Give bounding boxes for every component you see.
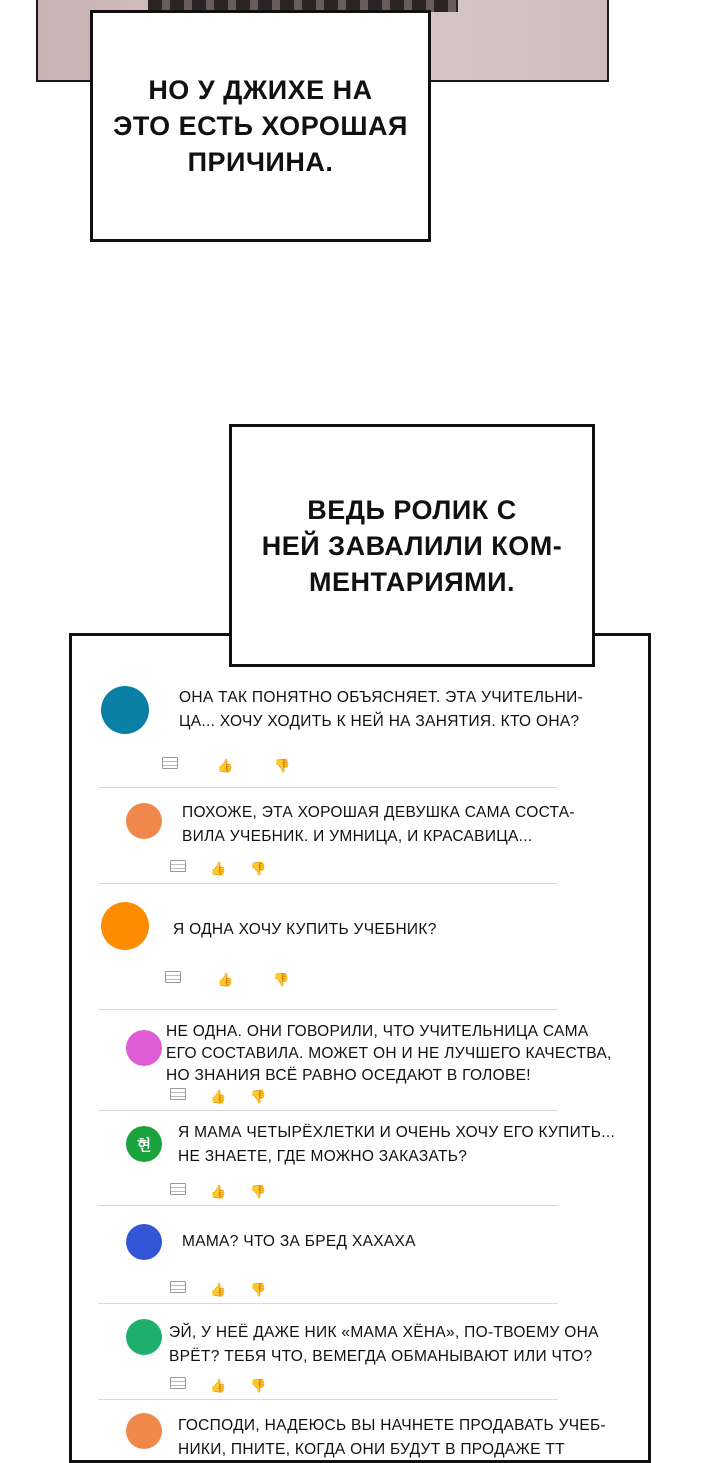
avatar[interactable] bbox=[126, 1030, 162, 1066]
caption-text-top: НО У ДЖИХЕ НА ЭТО ЕСТЬ ХОРОШАЯ ПРИЧИНА. bbox=[113, 75, 408, 177]
divider bbox=[98, 787, 558, 788]
comments-panel bbox=[69, 633, 651, 1463]
comment-actions bbox=[162, 757, 302, 775]
avatar[interactable] bbox=[126, 803, 162, 839]
reply-icon[interactable] bbox=[170, 1377, 186, 1389]
divider bbox=[98, 1110, 558, 1111]
caption-box-top bbox=[90, 10, 431, 242]
comment-actions bbox=[170, 860, 270, 878]
comment-actions bbox=[170, 1281, 270, 1299]
thumbs-up-icon[interactable]: 👍 bbox=[210, 1184, 227, 1199]
reply-icon[interactable] bbox=[170, 860, 186, 872]
comment-actions bbox=[170, 1183, 270, 1201]
avatar[interactable] bbox=[126, 1224, 162, 1260]
caption-box-middle bbox=[229, 424, 595, 667]
divider bbox=[98, 1205, 558, 1206]
caption-text-middle: ВЕДЬ РОЛИК С НЕЙ ЗАВАЛИЛИ КОМ- МЕНТАРИЯМИ. bbox=[261, 494, 563, 597]
thumbs-down-icon[interactable]: 👎 bbox=[250, 1378, 267, 1393]
thumbs-up-icon[interactable]: 👍 bbox=[217, 972, 234, 987]
avatar[interactable] bbox=[101, 686, 149, 734]
thumbs-up-icon[interactable]: 👍 bbox=[217, 758, 234, 773]
reply-icon[interactable] bbox=[162, 757, 178, 769]
comment-text: Я ОДНА ХОЧУ КУПИТЬ УЧЕБНИК? bbox=[173, 921, 437, 938]
comment-text: ОНА ТАК ПОНЯТНО ОБЪЯСНЯЕТ. ЭТА УЧИТЕЛЬНИ- ЦА... ХОЧУ ХОДИТЬ К НЕЙ НА ЗАНЯТИЯ. КТО ОНА? bbox=[179, 689, 584, 730]
comment-actions bbox=[165, 971, 305, 989]
divider bbox=[98, 1399, 558, 1400]
thumbs-down-icon[interactable]: 👎 bbox=[250, 861, 267, 876]
reply-icon[interactable] bbox=[170, 1183, 186, 1195]
thumbs-up-icon[interactable]: 👍 bbox=[210, 1378, 227, 1393]
reply-icon[interactable] bbox=[170, 1281, 186, 1293]
thumbs-down-icon[interactable]: 👎 bbox=[250, 1089, 267, 1104]
comment-text: ГОСПОДИ, НАДЕЮСЬ ВЫ НАЧНЕТЕ ПРОДАВАТЬ УЧЕБ- НИКИ, ПНИТЕ, КОГДА ОНИ БУДУТ В ПРОДАЖЕ ТТ bbox=[178, 1417, 606, 1458]
avatar[interactable] bbox=[101, 902, 149, 950]
divider bbox=[98, 1009, 558, 1010]
divider bbox=[98, 883, 558, 884]
comment-text: ПОХОЖЕ, ЭТА ХОРОШАЯ ДЕВУШКА САМА СОСТА- ВИЛА УЧЕБНИК. И УМНИЦА, И КРАСАВИЦА... bbox=[182, 804, 575, 845]
thumbs-down-icon[interactable]: 👎 bbox=[273, 972, 290, 987]
comment-text: МАМА? ЧТО ЗА БРЕД ХАХАХА bbox=[182, 1233, 416, 1250]
thumbs-down-icon[interactable]: 👎 bbox=[250, 1282, 267, 1297]
comment-text: НЕ ОДНА. ОНИ ГОВОРИЛИ, ЧТО УЧИТЕЛЬНИЦА САМА ЕГО СОСТАВИЛА. МОЖЕТ ОН И НЕ ЛУЧШЕГО КАЧЕСТВА, НО ЗНАНИЯ ВСЁ РАВНО ОСЕДАЮТ В ГОЛОВЕ! bbox=[166, 1023, 612, 1084]
avatar[interactable] bbox=[126, 1413, 162, 1449]
comment-text: ЭЙ, У НЕЁ ДАЖЕ НИК «МАМА ХЁНА», ПО-ТВОЕМУ ОНА ВРЁТ? ТЕБЯ ЧТО, ВЕМЕГДА ОБМАНЫВАЮТ ИЛИ ЧТО? bbox=[169, 1324, 599, 1365]
thumbs-down-icon[interactable]: 👎 bbox=[274, 758, 291, 773]
comment-actions bbox=[170, 1088, 270, 1106]
reply-icon[interactable] bbox=[165, 971, 181, 983]
thumbs-up-icon[interactable]: 👍 bbox=[210, 1089, 227, 1104]
thumbs-up-icon[interactable]: 👍 bbox=[210, 1282, 227, 1297]
reply-icon[interactable] bbox=[170, 1088, 186, 1100]
comment-text: Я МАМА ЧЕТЫРЁХЛЕТКИ И ОЧЕНЬ ХОЧУ ЕГО КУПИТЬ... НЕ ЗНАЕТЕ, ГДЕ МОЖНО ЗАКАЗАТЬ? bbox=[178, 1124, 616, 1165]
thumbs-up-icon[interactable]: 👍 bbox=[210, 861, 227, 876]
divider bbox=[98, 1303, 558, 1304]
avatar[interactable]: 현 bbox=[126, 1126, 162, 1162]
thumbs-down-icon[interactable]: 👎 bbox=[250, 1184, 267, 1199]
avatar[interactable] bbox=[126, 1319, 162, 1355]
comment-actions bbox=[170, 1377, 270, 1395]
